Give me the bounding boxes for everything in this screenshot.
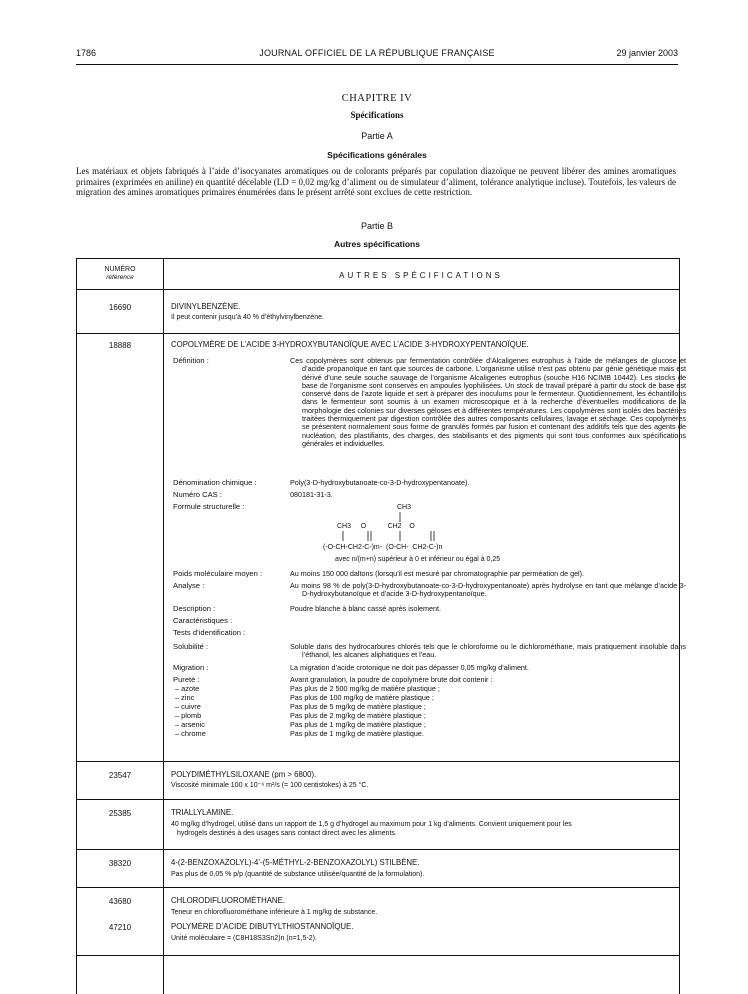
field-label-migration: Migration : — [173, 663, 209, 672]
purity-item-name: – arsenic — [175, 720, 205, 729]
intro-paragraph: Les matériaux et objets fabriqués à l’aide d’isocyanates aromatiques ou de colorants préparés par copulation diazoïque ne peuvent libérer des amines aromatiques primaires (exprimées en aniline) en quantité décelable (LD = 0,02 mg/kg d’aliment ou de simulateur d’aliment, tolérance analytique incluse). Toutefois, les valeurs de migration des amines aromatiques primaires énumérées dans le présent arrêté sont exclues de cette restriction. — [76, 166, 676, 197]
field-value-analysis: Au moins 98 % de poly(3-D-hydroxybutanoate-co-3-D-hydroxypentanoate) après hydrolyse en tant que mélange d’acide 3-D-hydroxybutanoïque et d’acide 3-D-hydroxypentanoïque. — [290, 581, 686, 599]
purity-item-value: Pas plus de 2 500 mg/kg de matière plastique ; — [290, 684, 440, 693]
purity-item-name: – plomb — [175, 711, 202, 720]
formula-bonds — [323, 511, 463, 543]
row-divider — [77, 955, 679, 956]
chapter-title: CHAPITRE IV — [341, 93, 413, 104]
field-value-purity-intro: Avant granulation, la poudre de copolymère brute doit contenir : — [290, 675, 493, 684]
purity-item-value: Pas plus de 100 mg/kg de matière plastique ; — [290, 693, 434, 702]
entry-note: Il peut contenir jusqu’à 40 % d’éthylvinylbenzène. — [171, 314, 324, 321]
field-label-description: Description : — [173, 604, 216, 613]
purity-item-value: Pas plus de 2 mg/kg de matière plastique ; — [290, 711, 426, 720]
running-header — [76, 46, 678, 64]
journal-title: JOURNAL OFFICIEL DE LA RÉPUBLIQUE FRANÇAISE — [259, 48, 495, 58]
field-value-migration: La migration d’acide crotonique ne doit pas dépasser 0,05 mg/kg d’aliment. — [290, 663, 529, 672]
entry-note: Unité moléculaire = (C8H18S3Sn2)n (n=1,5-2). — [171, 935, 317, 942]
field-label-definition: Définition : — [173, 356, 209, 365]
row-divider — [77, 799, 679, 800]
purity-item-value: Pas plus de 1 mg/kg de matière plastique ; — [290, 720, 426, 729]
entry-note: Viscosité minimale 100 x 10⁻⁶ m²/s (= 100 centistokes) à 25 °C. — [171, 782, 369, 789]
purity-item-name: – chrome — [175, 729, 206, 738]
part-a-title: Spécifications générales — [327, 150, 427, 160]
purity-item-name: – zinc — [175, 693, 195, 702]
part-a-label: Partie A — [361, 131, 393, 141]
entry-name: DIVINYLBENZÈNE. — [171, 302, 241, 311]
ref-38320: 38320 — [108, 859, 132, 868]
issue-date: 29 janvier 2003 — [616, 48, 678, 58]
field-value-cas: 080181-31-3. — [290, 490, 333, 499]
purity-item-name: – cuivre — [175, 702, 201, 711]
part-b-title: Autres spécifications — [334, 239, 420, 249]
field-label-cas: Numéro CAS : — [173, 490, 222, 499]
entry-note: 40 mg/kg d’hydrogel, utilisé dans un rapport de 1,5 g d’hydrogel au maximum pour 1 kg d’aliments. Convient uniquement pour les — [171, 821, 572, 828]
field-value-description: Poudre blanche à blanc cassé après isolement. — [290, 604, 442, 613]
ref-18888: 18888 — [108, 341, 132, 350]
header-row-divider — [77, 289, 679, 290]
column-header-number — [77, 266, 163, 282]
column-header-number-label: NUMÉRO — [104, 266, 136, 273]
ref-25385: 25385 — [108, 809, 132, 818]
field-label-chemical-name: Dénomination chimique : — [173, 478, 257, 487]
entry-name: COPOLYMÈRE DE L’ACIDE 3-HYDROXYBUTANOÏQUE AVEC L’ACIDE 3-HYDROXYPENTANOÏQUE. — [171, 340, 529, 349]
purity-item-name: – azote — [175, 684, 200, 693]
field-value-chemical-name: Poly(3-D-hydroxybutanoate-co-3-D-hydroxypentanoate). — [290, 478, 470, 487]
formula-note: avec n/(m+n) supérieur à 0 et inférieur ou égal à 0,25 — [335, 556, 501, 563]
entry-note: Teneur en chlorofluorométhane inférieure à 1 mg/kg de substance. — [171, 909, 378, 916]
column-divider — [163, 259, 164, 994]
column-header-specs: AUTRES SPÉCIFICATIONS — [339, 271, 503, 280]
field-label-molecular-weight: Poids moléculaire moyen : — [173, 569, 263, 578]
row-divider — [77, 887, 679, 888]
header-rule — [76, 64, 678, 65]
ref-16690: 16690 — [108, 303, 132, 312]
specifications-heading: Spécifications — [350, 110, 404, 120]
entry-name: TRIALLYLAMINE. — [171, 808, 234, 817]
entry-name: 4-(2-BENZOXAZOLYL)-4’-(5-MÉTHYL-2-BENZOXAZOLYL) STILBÈNE. — [171, 858, 420, 867]
field-label-identification: Tests d’identification : — [173, 628, 246, 637]
field-label-characteristics: Caractéristiques : — [173, 616, 233, 625]
entry-name: CHLORODIFLUOROMÉTHANE. — [171, 896, 285, 905]
ref-47210: 47210 — [108, 923, 132, 932]
specifications-table — [76, 258, 686, 994]
ref-23547: 23547 — [108, 771, 132, 780]
field-label-formula: Formule structurelle : — [173, 502, 245, 511]
field-value-solubility: Soluble dans des hydrocarbures chlorés tels que le chloroforme ou le dichlorométhane, mais pratiquement insoluble dans l’éthanol, les alcanes aliphatiques et l’eau. — [290, 642, 686, 660]
purity-item-value: Pas plus de 5 mg/kg de matière plastique ; — [290, 702, 426, 711]
formula-mid: CH3 O CH2 O — [337, 523, 415, 530]
part-b-label: Partie B — [360, 221, 393, 231]
formula-main: (-O-CH-CH2-C-)m- (O-CH- CH2-C-)n — [323, 544, 443, 551]
field-value-definition: Ces copolymères sont obtenus par fermentation contrôlée d’Alcaligenes eutrophus à l’aide de mélanges de glucose et d’acide propanoïque en tant que sources de carbone. L’organisme utilisé n’est pas obtenu par génie génétique mais est dérivé d’une seule souche sauvage de l’organisme Alcaligenes eutrophus (souche H16 NCIMB 10442). Les stocks de base de l’organisme sont conservés en ampoules lyophilisées. Un stock de travail préparé à partir du stock de base est conservé dans de l’azote liquide et sert à préparer des inoculums pour le fermenteur. Quotidiennement, les échantillons dans le fermenteur sont soumis à un examen microscopique et à la recherche d’éventuelles modifications de la morphologie des colonies sur diverses géloses et à différentes températures. Les copolymères sont isolés des bactéries traitées thermiquement par digestion contrôlée des autres composants cellulaires, lavage et séchage. Ces copolymères se présentent normalement sous forme de granulés formés par fusion et contenant des additifs tels que des agents de nucléation, des plastifiants, des charges, des stabilisants et des pigments qui sont tous conformes aux spécifications générales et individuelles. — [290, 356, 686, 448]
column-header-number-sub: référence — [106, 274, 134, 281]
field-label-purity: Pureté : — [173, 675, 200, 684]
field-value-molecular-weight: Au moins 150 000 daltons (lorsqu’il est mesuré par chromatographie par perméation de gel). — [290, 569, 585, 578]
field-label-analysis: Analyse : — [173, 581, 205, 590]
entry-name: POLYMÈRE D’ACIDE DIBUTYLTHIOSTANNOÏQUE. — [171, 922, 354, 931]
field-label-solubility: Solubilité : — [173, 642, 209, 651]
row-divider — [77, 849, 679, 850]
row-divider — [77, 761, 679, 762]
row-divider — [77, 333, 679, 334]
formula-top: CH3 — [397, 504, 412, 511]
purity-item-value: Pas plus de 1 mg/kg de matière plastique. — [290, 729, 424, 738]
page-number: 1786 — [76, 48, 97, 58]
ref-43680: 43680 — [108, 897, 132, 906]
entry-name: POLYDIMÉTHYLSILOXANE (pm > 6800). — [171, 770, 317, 779]
entry-note: Pas plus de 0,05 % p/p (quantité de substance utilisée/quantité de la formulation). — [171, 871, 425, 878]
entry-note-continued: hydrogels destinés à des usages sans contact direct avec les aliments. — [177, 830, 397, 837]
